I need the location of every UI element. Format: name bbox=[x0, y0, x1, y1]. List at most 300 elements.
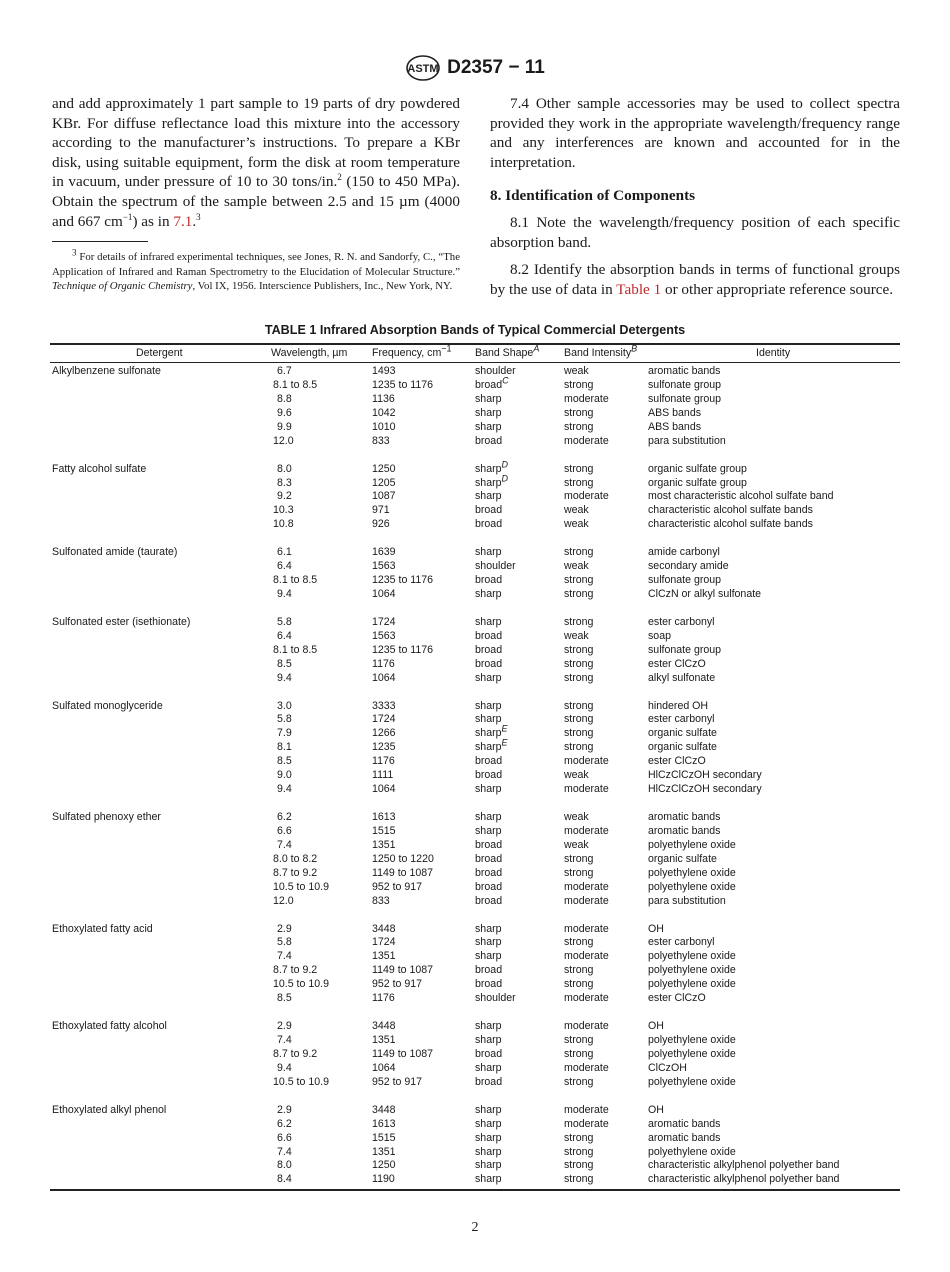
frequency-cell: 1351 bbox=[372, 1145, 396, 1158]
band-shape-cell: broad bbox=[475, 1075, 503, 1088]
band-intensity-cell: strong bbox=[564, 671, 594, 684]
band-intensity-cell: strong bbox=[564, 657, 594, 670]
wavelength-cell: 8.7 to 9.2 bbox=[273, 866, 318, 879]
table-row bbox=[50, 881, 900, 895]
identity-cell: organic sulfate bbox=[648, 741, 717, 754]
table-row bbox=[50, 1132, 900, 1146]
identity-cell: HlCzClCzOH secondary bbox=[648, 783, 762, 796]
identity-cell: organic sulfate group bbox=[648, 462, 747, 475]
wavelength-cell: 8.0 to 8.2 bbox=[273, 852, 318, 865]
band-intensity-cell: moderate bbox=[564, 1103, 609, 1116]
band-shape-cell: broad bbox=[475, 866, 503, 879]
wavelength-cell: 8.5 bbox=[277, 657, 292, 670]
spacer-row bbox=[50, 602, 900, 616]
section-link-7-1[interactable]: 7.1 bbox=[173, 212, 193, 230]
footnote-number: 3 bbox=[72, 247, 77, 258]
wavelength-cell: 3.0 bbox=[277, 699, 292, 712]
text: 8.2 Identify the absorption bands in terms of functional groups by the use of data in bbox=[490, 261, 900, 298]
table-row bbox=[50, 588, 900, 602]
identity-cell: ClCzOH bbox=[648, 1061, 687, 1074]
table-link[interactable]: Table 1 bbox=[616, 280, 662, 298]
identity-cell: HlCzClCzOH secondary bbox=[648, 769, 762, 782]
band-intensity-cell: strong bbox=[564, 699, 594, 712]
detergent-name: Sulfonated ester (isethionate) bbox=[52, 615, 191, 628]
table-row bbox=[50, 936, 900, 950]
wavelength-cell: 7.4 bbox=[277, 1034, 292, 1046]
band-shape-cell: sharp bbox=[475, 392, 502, 405]
band-shape-cell: broad bbox=[475, 434, 503, 447]
band-shape-cell: broad bbox=[475, 574, 503, 587]
spacer-row bbox=[50, 532, 900, 546]
footnote-mark: D bbox=[501, 459, 508, 470]
wavelength-cell: 10.3 bbox=[273, 504, 294, 517]
frequency-cell: 1724 bbox=[372, 615, 396, 628]
table-row bbox=[50, 375, 900, 393]
table-row bbox=[50, 811, 900, 825]
table-row bbox=[50, 1159, 900, 1173]
detergent-name: Sulfated monoglyceride bbox=[52, 699, 163, 712]
band-shape-cell: sharp bbox=[475, 922, 502, 935]
frequency-cell: 1010 bbox=[372, 420, 396, 433]
band-intensity-cell: strong bbox=[564, 462, 594, 475]
identity-cell: polyethylene oxide bbox=[648, 978, 736, 991]
band-shape-cell: broad$^C$ bbox=[475, 375, 509, 391]
band-shape-cell: sharp bbox=[475, 1117, 502, 1130]
paragraph-kbr bbox=[52, 94, 460, 231]
identity-cell: sulfonate group bbox=[648, 378, 722, 391]
table-row bbox=[50, 574, 900, 588]
band-intensity-cell: weak bbox=[564, 504, 589, 517]
table-row bbox=[50, 472, 900, 491]
identity-cell: ClCzN or alkyl sulfonate bbox=[648, 588, 762, 600]
band-shape-cell: broad bbox=[475, 518, 503, 531]
wavelength-cell: 6.4 bbox=[277, 629, 292, 642]
wavelength-cell: 5.8 bbox=[277, 713, 292, 726]
text: or other appropriate reference source. bbox=[661, 280, 894, 298]
table-row bbox=[50, 518, 900, 532]
table-row bbox=[50, 1104, 900, 1118]
detergent-name: Sulfonated amide (taurate) bbox=[52, 546, 178, 559]
svg-text:ASTM: ASTM bbox=[407, 63, 439, 75]
table-body bbox=[50, 363, 900, 1191]
wavelength-cell: 8.0 bbox=[277, 462, 292, 475]
band-intensity-cell: moderate bbox=[564, 992, 609, 1005]
wavelength-cell: 10.5 to 10.9 bbox=[273, 978, 329, 991]
identity-cell: ester ClCzO bbox=[648, 992, 706, 1005]
table-row bbox=[50, 978, 900, 992]
frequency-cell: 1064 bbox=[372, 588, 396, 600]
wavelength-cell: 8.0 bbox=[277, 1159, 292, 1172]
frequency-cell: 1064 bbox=[372, 671, 396, 684]
wavelength-cell: 9.9 bbox=[277, 420, 292, 433]
identity-cell: characteristic alcohol sulfate bands bbox=[648, 504, 813, 517]
band-shape-cell: sharp bbox=[475, 546, 502, 559]
band-shape-cell: sharp bbox=[475, 783, 502, 796]
frequency-cell: 1613 bbox=[372, 811, 396, 823]
wavelength-cell: 8.1 to 8.5 bbox=[273, 574, 318, 587]
detergent-name: Ethoxylated fatty alcohol bbox=[52, 1020, 167, 1033]
footnote bbox=[52, 247, 460, 294]
band-shape-cell: broad bbox=[475, 643, 503, 656]
frequency-cell: 3448 bbox=[372, 922, 396, 935]
paragraph-8-1: 8.1 Note the wavelength/frequency position of each specific absorption band. bbox=[490, 213, 900, 251]
wavelength-cell: 9.4 bbox=[277, 1061, 292, 1074]
header-band-shape: Band Shape$^A$ bbox=[475, 343, 540, 359]
frequency-cell: 1176 bbox=[372, 992, 395, 1005]
band-shape-cell: broad bbox=[475, 1047, 503, 1060]
left-column bbox=[52, 94, 460, 231]
wavelength-cell: 6.6 bbox=[277, 1131, 292, 1144]
band-intensity-cell: weak bbox=[564, 769, 589, 782]
table-row bbox=[50, 1020, 900, 1034]
table-row bbox=[50, 853, 900, 867]
band-shape-cell: broad bbox=[475, 755, 503, 768]
identity-cell: organic sulfate bbox=[648, 727, 717, 740]
astm-logo bbox=[405, 54, 441, 82]
band-shape-cell: sharp bbox=[475, 1020, 502, 1033]
frequency-cell: 1235 to 1176 bbox=[372, 378, 434, 391]
wavelength-cell: 9.2 bbox=[277, 490, 292, 503]
band-intensity-cell: weak bbox=[564, 811, 589, 823]
identity-cell: sulfonate group bbox=[648, 392, 722, 405]
band-intensity-cell: strong bbox=[564, 1075, 594, 1088]
frequency-cell: 1136 bbox=[372, 392, 395, 405]
identity-cell: organic sulfate group bbox=[648, 476, 747, 489]
band-intensity-cell: weak bbox=[564, 560, 589, 573]
band-shape-cell: sharp$^D$ bbox=[475, 472, 508, 489]
table-row bbox=[50, 546, 900, 560]
frequency-cell: 1064 bbox=[372, 783, 396, 796]
wavelength-cell: 8.5 bbox=[277, 755, 292, 768]
band-shape-cell: sharp bbox=[475, 1173, 502, 1186]
superscript: −1 bbox=[122, 211, 133, 222]
band-shape-cell: broad bbox=[475, 629, 503, 642]
text: . bbox=[192, 212, 197, 230]
identity-cell: characteristic alkylphenol polyether band bbox=[648, 1159, 840, 1172]
spacer-row bbox=[50, 1090, 900, 1104]
wavelength-cell: 2.9 bbox=[277, 1103, 292, 1116]
frequency-cell: 1639 bbox=[372, 546, 396, 559]
identity-cell: hindered OH bbox=[648, 699, 709, 712]
table-row bbox=[50, 700, 900, 714]
frequency-cell: 1724 bbox=[372, 936, 396, 949]
band-intensity-cell: moderate bbox=[564, 1117, 609, 1130]
frequency-cell: 1042 bbox=[372, 406, 396, 419]
table-row bbox=[50, 713, 900, 727]
frequency-cell: 3448 bbox=[372, 1103, 396, 1116]
detergent-name: Fatty alcohol sulfate bbox=[52, 462, 147, 475]
band-shape-cell: sharp bbox=[475, 615, 502, 628]
band-intensity-cell: strong bbox=[564, 1131, 594, 1144]
wavelength-cell: 2.9 bbox=[277, 922, 292, 935]
text: ) as in bbox=[132, 212, 174, 230]
table-row bbox=[50, 895, 900, 909]
table-row bbox=[50, 1173, 900, 1187]
paragraph-7-4: 7.4 Other sample accessories may be used to collect spectra provided they work in the appropriate wavelength/frequency range and any interferences are known and accounted for in the interpretation. bbox=[490, 95, 900, 171]
frequency-cell: 1724 bbox=[372, 713, 396, 726]
frequency-cell: 1235 to 1176 bbox=[372, 643, 434, 656]
band-shape-cell: sharp bbox=[475, 699, 502, 712]
table-row bbox=[50, 1146, 900, 1160]
table-row bbox=[50, 1048, 900, 1062]
text: , Vol IX, 1956. Interscience Publishers, Inc., New York, NY. bbox=[192, 280, 453, 293]
table-row bbox=[50, 560, 900, 574]
identity-cell: secondary amide bbox=[648, 560, 729, 573]
frequency-cell: 3448 bbox=[372, 1020, 396, 1033]
table-row bbox=[50, 644, 900, 658]
band-intensity-cell: moderate bbox=[564, 894, 609, 907]
right-column bbox=[490, 94, 900, 299]
band-intensity-cell: strong bbox=[564, 852, 594, 865]
wavelength-cell: 6.2 bbox=[277, 811, 292, 823]
band-intensity-cell: strong bbox=[564, 476, 594, 489]
band-intensity-cell: weak bbox=[564, 518, 589, 531]
identity-cell: amide carbonyl bbox=[648, 546, 720, 559]
text: Technique of Organic Chemistry bbox=[52, 280, 193, 293]
frequency-cell: 1266 bbox=[372, 727, 396, 740]
table-row bbox=[50, 421, 900, 435]
wavelength-cell: 8.7 to 9.2 bbox=[273, 1047, 318, 1060]
wavelength-cell: 8.3 bbox=[277, 476, 292, 489]
band-intensity-cell: strong bbox=[564, 643, 594, 656]
frequency-cell: 1176 bbox=[372, 755, 395, 768]
identity-cell: characteristic alkylphenol polyether band bbox=[648, 1173, 840, 1186]
frequency-cell: 1563 bbox=[372, 560, 396, 573]
table-row bbox=[50, 407, 900, 421]
identity-cell: OH bbox=[648, 1103, 664, 1116]
band-shape-cell: broad bbox=[475, 657, 503, 670]
band-intensity-cell: strong bbox=[564, 936, 594, 949]
band-shape-cell: sharp bbox=[475, 936, 502, 949]
table-row bbox=[50, 992, 900, 1006]
identity-cell: aromatic bands bbox=[648, 811, 721, 823]
frequency-cell: 1205 bbox=[372, 476, 396, 489]
footnote-divider bbox=[52, 241, 148, 242]
wavelength-cell: 5.8 bbox=[277, 615, 292, 628]
band-intensity-cell: moderate bbox=[564, 1061, 609, 1074]
wavelength-cell: 8.5 bbox=[277, 992, 292, 1005]
band-shape-cell: sharp$^D$ bbox=[475, 459, 508, 475]
identity-cell: alkyl sulfonate bbox=[648, 671, 716, 684]
frequency-cell: 1176 bbox=[372, 657, 395, 670]
identity-cell: ester carbonyl bbox=[648, 936, 715, 949]
frequency-cell: 1351 bbox=[372, 1034, 396, 1046]
band-intensity-cell: strong bbox=[564, 588, 594, 600]
band-shape-cell: sharp bbox=[475, 1131, 502, 1144]
identity-cell: aromatic bands bbox=[648, 1117, 721, 1130]
wavelength-cell: 6.1 bbox=[277, 546, 292, 559]
band-shape-cell: broad bbox=[475, 880, 503, 893]
table-row bbox=[50, 825, 900, 839]
superscript: 2 bbox=[337, 172, 342, 183]
table-row bbox=[50, 839, 900, 853]
spacer-row bbox=[50, 797, 900, 811]
frequency-cell: 833 bbox=[372, 434, 390, 447]
band-shape-cell: broad bbox=[475, 978, 503, 991]
identity-cell: ester ClCzO bbox=[648, 755, 706, 768]
identity-cell: characteristic alcohol sulfate bands bbox=[648, 518, 813, 531]
detergent-name: Sulfated phenoxy ether bbox=[52, 811, 161, 823]
identity-cell: OH bbox=[648, 922, 664, 935]
frequency-cell: 1613 bbox=[372, 1117, 396, 1130]
page-number: 2 bbox=[471, 1220, 479, 1235]
table-row bbox=[50, 737, 900, 755]
band-intensity-cell: moderate bbox=[564, 880, 609, 893]
frequency-cell: 1149 to 1087 bbox=[372, 866, 434, 879]
spacer-row bbox=[50, 449, 900, 463]
table-header bbox=[50, 343, 900, 363]
page-header bbox=[0, 54, 950, 82]
identity-cell: para substitution bbox=[648, 894, 726, 907]
band-intensity-cell: strong bbox=[564, 420, 594, 433]
band-shape-cell: shoulder bbox=[475, 365, 516, 377]
band-intensity-cell: moderate bbox=[564, 824, 609, 837]
identity-cell: ester carbonyl bbox=[648, 615, 715, 628]
band-shape-cell: sharp bbox=[475, 1061, 502, 1074]
band-shape-cell: broad bbox=[475, 838, 503, 851]
band-intensity-cell: moderate bbox=[564, 783, 609, 796]
identity-cell: polyethylene oxide bbox=[648, 1145, 736, 1158]
band-intensity-cell: strong bbox=[564, 727, 594, 740]
identity-cell: ester ClCzO bbox=[648, 657, 706, 670]
frequency-cell: 833 bbox=[372, 894, 390, 907]
band-intensity-cell: moderate bbox=[564, 490, 609, 503]
band-shape-cell: sharp bbox=[475, 1145, 502, 1158]
band-intensity-cell: strong bbox=[564, 1145, 594, 1158]
band-intensity-cell: strong bbox=[564, 406, 594, 419]
wavelength-cell: 12.0 bbox=[273, 894, 294, 907]
identity-cell: ABS bands bbox=[648, 406, 702, 419]
band-intensity-cell: moderate bbox=[564, 1020, 609, 1033]
band-intensity-cell: strong bbox=[564, 713, 594, 726]
band-shape-cell: sharp bbox=[475, 1103, 502, 1116]
frequency-cell: 1250 bbox=[372, 1159, 396, 1172]
header-wavelength: Wavelength, µm bbox=[271, 347, 348, 359]
identity-cell: polyethylene oxide bbox=[648, 866, 736, 879]
table-row bbox=[50, 435, 900, 449]
band-intensity-cell: strong bbox=[564, 546, 594, 559]
band-shape-cell: broad bbox=[475, 894, 503, 907]
frequency-cell: 1235 bbox=[372, 741, 396, 754]
table-row bbox=[50, 504, 900, 518]
wavelength-cell: 6.6 bbox=[277, 824, 292, 837]
frequency-cell: 1087 bbox=[372, 490, 396, 503]
band-shape-cell: broad bbox=[475, 852, 503, 865]
spacer-row bbox=[50, 909, 900, 923]
spacer-row bbox=[50, 1006, 900, 1020]
paragraph-8-2 bbox=[490, 260, 900, 299]
band-intensity-cell: strong bbox=[564, 378, 594, 391]
table-row bbox=[50, 630, 900, 644]
band-shape-cell: shoulder bbox=[475, 560, 516, 573]
band-shape-cell: sharp bbox=[475, 406, 502, 419]
band-intensity-cell: moderate bbox=[564, 392, 609, 405]
wavelength-cell: 8.4 bbox=[277, 1173, 292, 1186]
band-intensity-cell: strong bbox=[564, 978, 594, 991]
frequency-cell: 1064 bbox=[372, 1061, 396, 1074]
text: For details of infrared experimental techniques, see Jones, R. N. and Sandorfy, C., “The Application of Infrared and Raman Spectrometry to the Elucidation of Molecular Structure.” bbox=[52, 251, 460, 278]
band-intensity-cell: strong bbox=[564, 1034, 594, 1046]
band-shape-cell: sharp$^E$ bbox=[475, 723, 508, 740]
band-shape-cell: broad bbox=[475, 769, 503, 782]
table-row bbox=[50, 1118, 900, 1132]
frequency-cell: 926 bbox=[372, 518, 390, 531]
wavelength-cell: 8.1 to 8.5 bbox=[273, 643, 318, 656]
frequency-cell: 1250 to 1220 bbox=[372, 852, 434, 865]
band-shape-cell: sharp bbox=[475, 588, 502, 600]
frequency-cell: 1515 bbox=[372, 824, 396, 837]
band-intensity-cell: strong bbox=[564, 615, 594, 628]
band-shape-cell: shoulder bbox=[475, 992, 516, 1005]
table-row bbox=[50, 616, 900, 630]
band-intensity-cell: strong bbox=[564, 741, 594, 754]
identity-cell: sulfonate group bbox=[648, 574, 722, 587]
footnote-mark: C bbox=[502, 375, 509, 386]
table-row bbox=[50, 783, 900, 797]
wavelength-cell: 6.4 bbox=[277, 560, 292, 573]
wavelength-cell: 10.8 bbox=[273, 518, 294, 531]
identity-cell: ester carbonyl bbox=[648, 713, 715, 726]
wavelength-cell: 9.4 bbox=[277, 588, 292, 600]
table-title: TABLE 1 Infrared Absorption Bands of Typical Commercial Detergents bbox=[264, 323, 686, 337]
wavelength-cell: 7.9 bbox=[277, 727, 292, 740]
frequency-cell: 971 bbox=[372, 504, 390, 517]
wavelength-cell: 6.7 bbox=[277, 365, 292, 377]
wavelength-cell: 5.8 bbox=[277, 936, 292, 949]
band-intensity-cell: strong bbox=[564, 1159, 594, 1172]
band-shape-cell: sharp bbox=[475, 490, 502, 503]
header-detergent: Detergent bbox=[136, 347, 183, 359]
table-row bbox=[50, 658, 900, 672]
header-frequency: Frequency, $cm^{-1}$ bbox=[372, 343, 452, 359]
band-shape-cell: broad bbox=[475, 504, 503, 517]
frequency-cell: 1515 bbox=[372, 1131, 396, 1144]
band-shape-cell: sharp bbox=[475, 950, 502, 963]
wavelength-cell: 7.4 bbox=[277, 950, 292, 963]
spacer-row bbox=[50, 686, 900, 700]
band-shape-cell: sharp bbox=[475, 1034, 502, 1046]
frequency-cell: 1235 to 1176 bbox=[372, 574, 434, 587]
section-heading: 8. Identification of Components bbox=[490, 187, 696, 205]
band-shape-cell: sharp bbox=[475, 811, 502, 823]
band-intensity-cell: strong bbox=[564, 866, 594, 879]
band-shape-cell: broad bbox=[475, 964, 503, 977]
wavelength-cell: 8.1 bbox=[277, 741, 292, 754]
band-intensity-cell: strong bbox=[564, 1047, 594, 1060]
band-intensity-cell: strong bbox=[564, 574, 594, 587]
frequency-cell: 1351 bbox=[372, 950, 396, 963]
detergent-name: Ethoxylated fatty acid bbox=[52, 922, 153, 935]
identity-cell: polyethylene oxide bbox=[648, 1034, 736, 1046]
identity-cell: ABS bands bbox=[648, 420, 702, 433]
identity-cell: most characteristic alcohol sulfate band bbox=[648, 490, 834, 503]
identity-cell: aromatic bands bbox=[648, 824, 721, 837]
band-shape-cell: sharp bbox=[475, 824, 502, 837]
table-row bbox=[50, 672, 900, 686]
document-id: D2357 − 11 bbox=[447, 57, 545, 78]
wavelength-cell: 10.5 to 10.9 bbox=[273, 880, 329, 893]
text: (150 to 450 MPa). Obtain the spectrum of the sample between 2.5 and 15 µm (4000 and 667 cm bbox=[52, 173, 460, 230]
wavelength-cell: 9.0 bbox=[277, 769, 292, 782]
table-row bbox=[50, 755, 900, 769]
wavelength-cell: 9.6 bbox=[277, 406, 292, 419]
band-intensity-cell: moderate bbox=[564, 950, 609, 963]
footnote-ref: 3 bbox=[196, 211, 201, 222]
wavelength-cell: 12.0 bbox=[273, 434, 294, 447]
frequency-cell: 1493 bbox=[372, 365, 396, 377]
footnote-mark: E bbox=[501, 723, 508, 734]
band-intensity-cell: weak bbox=[564, 365, 589, 377]
